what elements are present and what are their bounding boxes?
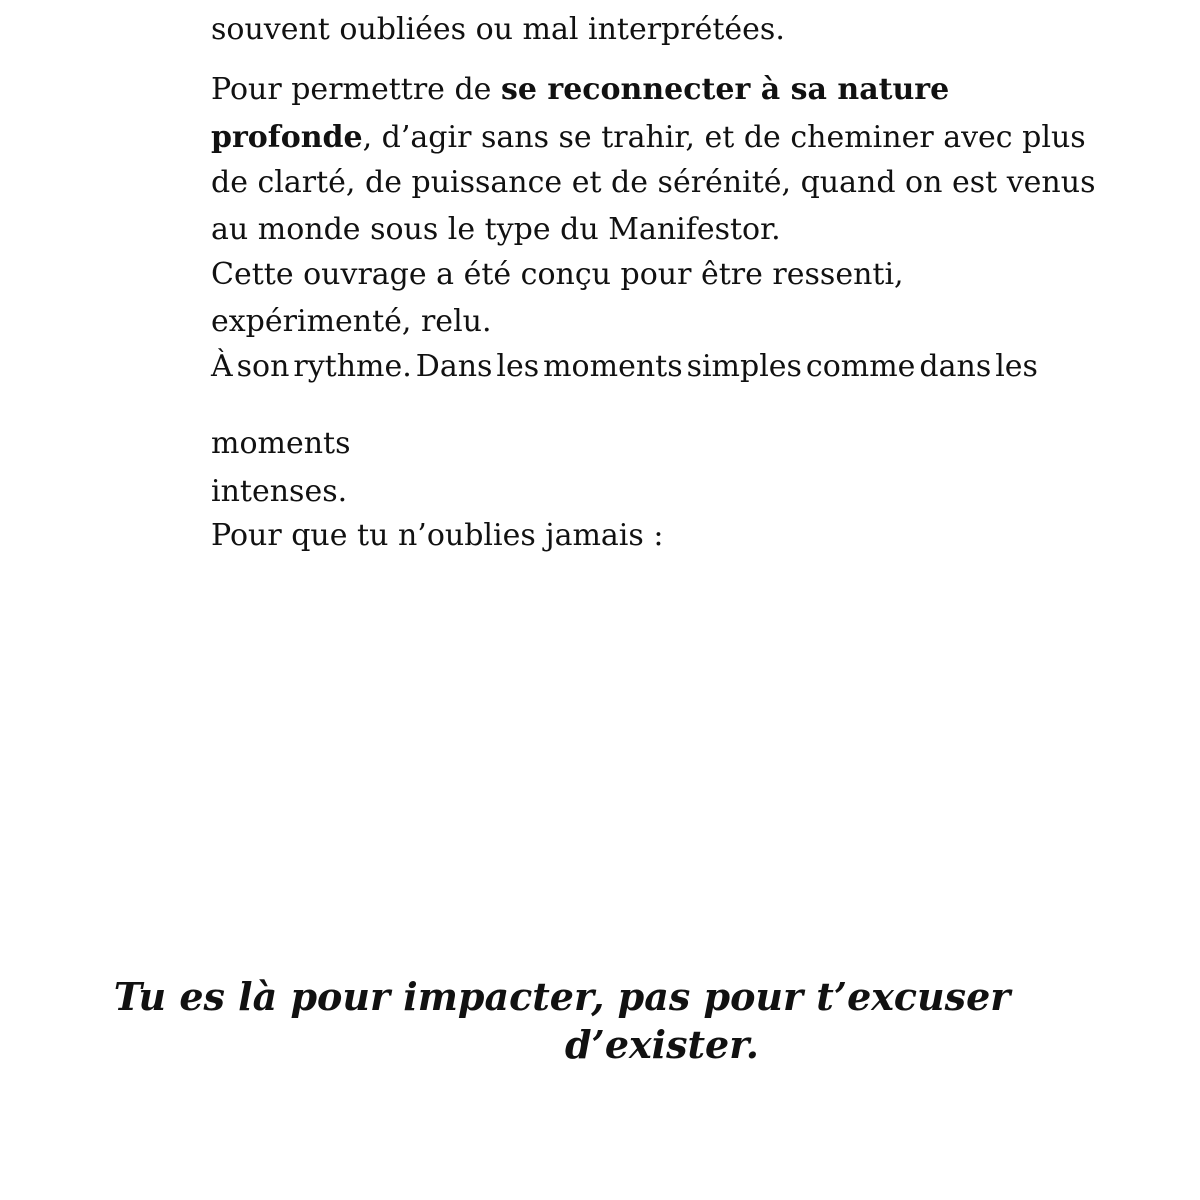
paragraph-line: au monde sous le type du Manifestor. [211, 212, 781, 247]
paragraph-line: intenses. [211, 474, 348, 509]
word: Dans [415, 349, 493, 384]
paragraph-line: Pour que tu n’oublies jamais : [211, 518, 664, 553]
word: comme [805, 349, 916, 384]
word: À [211, 349, 233, 384]
paragraph-line: expérimenté, relu. [211, 304, 492, 339]
paragraph-line: Cette ouvrage a été conçu pour être ressenti, [211, 257, 904, 292]
bold-text-run: se reconnecter à sa nature [500, 72, 950, 107]
paragraph-line: souvent oubliées ou mal interprétées. [211, 12, 785, 47]
paragraph-line: moments [211, 426, 351, 461]
paragraph-line [211, 120, 1086, 156]
word: les [995, 349, 1038, 384]
word: les [496, 349, 540, 384]
text-run: , d’agir sans se trahir, et de cheminer avec plus [362, 120, 1086, 155]
word: simples [686, 349, 802, 384]
word: son [236, 349, 290, 384]
paragraph-line: de clarté, de puissance et de sérénité, quand on est venus [211, 165, 1096, 200]
word: rythme. [293, 349, 412, 384]
pull-quote-line-1: Tu es là pour impacter, pas pour t’excuser [113, 974, 1011, 1019]
text-run: Pour permettre de [211, 72, 501, 107]
cut-off-previous-line [211, 0, 1041, 2]
bold-text-run: profonde [211, 120, 363, 155]
word: dans [919, 349, 992, 384]
pull-quote-line-2: d’exister. [565, 1022, 759, 1067]
paragraph-line [211, 72, 949, 108]
justified-paragraph-line [211, 349, 1038, 385]
word: moments [543, 349, 683, 384]
